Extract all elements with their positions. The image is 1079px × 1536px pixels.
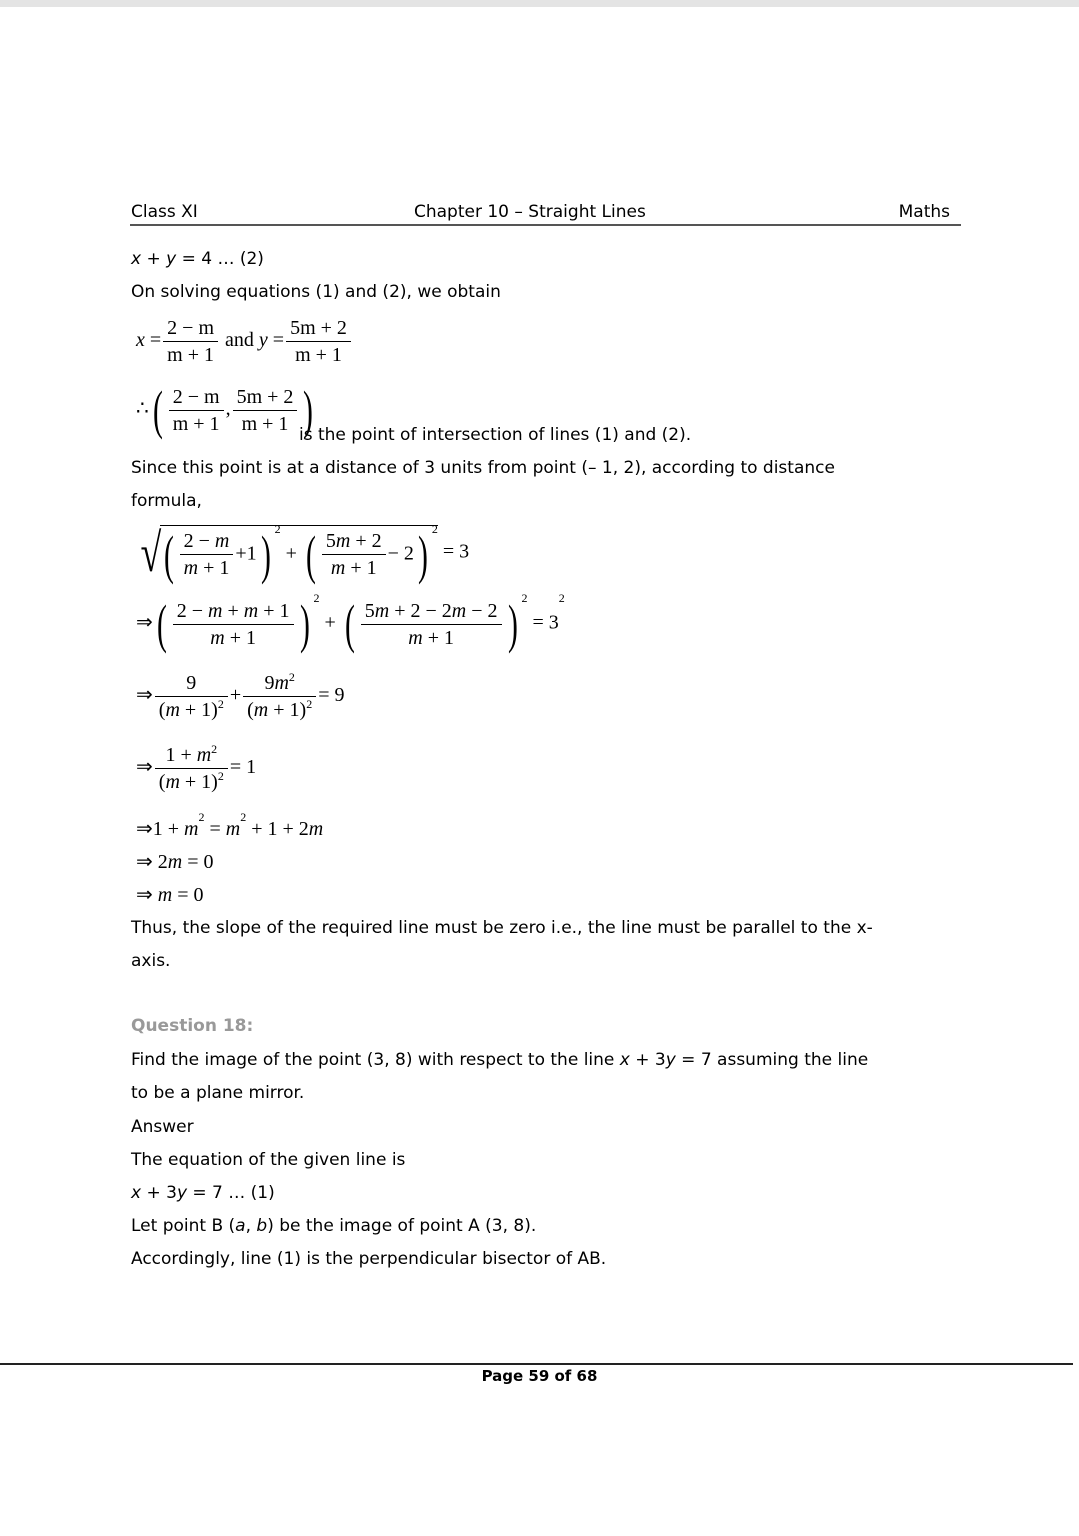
step-sqrt: √( $\frac{2 - m}{m + 1}$ +1) $^2$ + ( $\frac{5m + 2}{m + 1}$ − 2) $^2$ = 3 [140,521,470,585]
header-subject: Maths [898,202,950,222]
question-text-2: to be a plane mirror. [131,1083,305,1103]
header-class: Class XI [131,202,198,222]
intersection-point: ∴( $\frac{2 - m}{m + 1}$ , $\frac{5m + 2}{m + 1}$ ) [136,380,314,440]
footer-divider [0,1363,1073,1365]
header-chapter: Chapter 10 – Straight Lines [414,202,646,222]
step-m-zero: ⇒ m = 0 [136,884,204,906]
point-y-num: 5m + 2 [233,384,298,411]
answer-text-1: The equation of the given line is [131,1150,406,1170]
point-x-den: m + 1 [172,412,220,435]
solving-text: On solving equations (1) and (2), we obtain [131,282,501,302]
step-expand2: ⇒1 + $m^2 = m^2 + 1 + 2m$ [136,810,324,840]
x-numerator: 2 − m [167,317,215,339]
point-y-den: m + 1 [241,412,289,435]
therefore-symbol: ∴ [136,397,149,420]
page-number: Page 59 of 68 [481,1367,598,1385]
viewer-top-bar [0,0,1079,7]
question-text-1: Find the image of the point (3, 8) with respect to the line x + 3y = 7 assuming the line [131,1050,869,1070]
y-numerator: 5m + 2 [290,317,347,339]
distance-text-1: Since this point is at a distance of 3 units from point (– 1, 2), according to distance [131,458,835,478]
question-18-heading: Question 18: [131,1016,254,1036]
x-y-solution: x = $\frac{2 - m}{m + 1}$ and y = $\frac{5m + 2}{m + 1}$ [136,315,353,368]
answer-label: Answer [131,1117,194,1137]
distance-text-2: formula, [131,491,202,511]
answer-text-3: Let point B (a, b) be the image of point A (3, 8). [131,1216,537,1236]
intersection-text: is the point of intersection of lines (1) and (2). [299,425,692,445]
step-2m: ⇒ 2m = 0 [136,851,214,873]
y-denominator: m + 1 [295,344,342,366]
point-x-num: 2 − m [169,384,224,411]
step-one: ⇒ $\frac{1 + m^2}{(m + 1)^2}$ = 1 [136,742,257,793]
conclusion-text-1: Thus, the slope of the required line must be zero i.e., the line must be parallel to the x- [131,918,873,938]
x-denominator: m + 1 [167,344,215,366]
step-nine: ⇒ $\frac{9}{(m + 1)^2}$ + $\frac{9m^2}{(m + 1)^2}$ = 9 [136,670,345,721]
step-expand: ⇒( $\frac{2 - m + m + 1}{m + 1}$ ) $^2$ + ( $\frac{5m + 2 - 2m - 2}{m + 1}$ ) $^2 = 3^2$ [136,591,565,654]
page-header [130,202,961,226]
answer-text-4: Accordingly, line (1) is the perpendicular bisector of AB. [131,1249,607,1269]
equation-2: x + y = 4 … (2) [131,249,264,269]
conclusion-text-2: axis. [131,951,171,971]
answer-equation-1: x + 3y = 7 … (1) [131,1183,275,1203]
